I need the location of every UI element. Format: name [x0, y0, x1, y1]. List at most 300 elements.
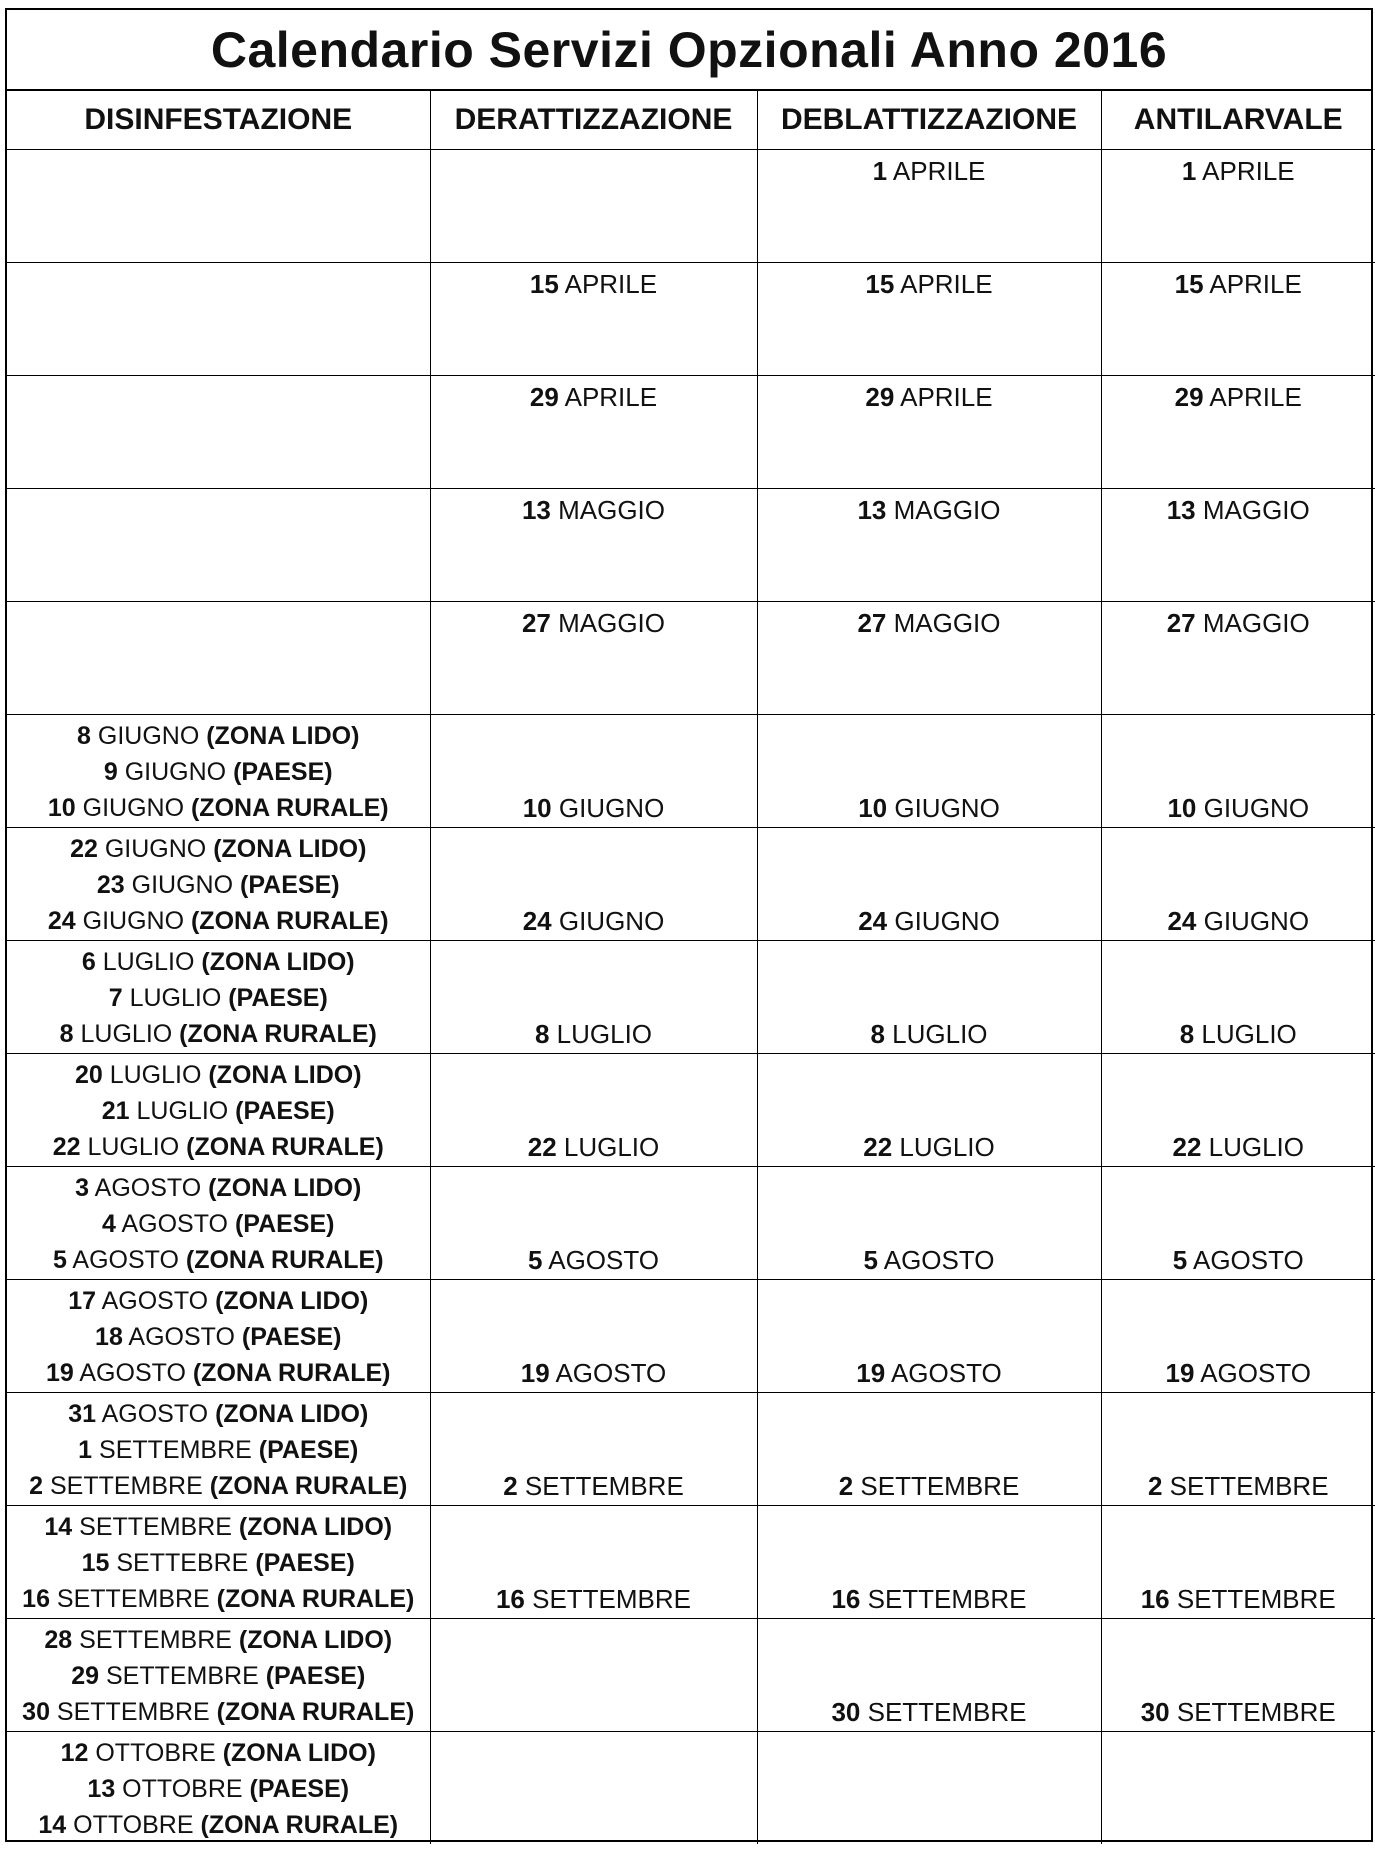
date-month: LUGLIO: [80, 1132, 187, 1161]
date-text: [831, 1584, 1026, 1614]
zone-label: (ZONA RURALE): [209, 1471, 408, 1500]
date-day: 18: [95, 1322, 123, 1351]
date-day: 1: [78, 1435, 93, 1464]
dis-stack: [7, 1167, 430, 1278]
date-month: LUGLIO: [102, 1060, 209, 1089]
date-month: SETTEBRE: [109, 1548, 256, 1577]
cell-derattizzazione: [430, 601, 757, 714]
date-day: 5: [1172, 1244, 1188, 1275]
dis-line: [7, 1581, 430, 1617]
date-month: SETTEMBRE: [49, 1697, 217, 1726]
dis-stack: [7, 1506, 430, 1617]
date-day: 16: [22, 1584, 50, 1613]
date-month: AGOSTO: [542, 1244, 660, 1275]
date-text: [1167, 495, 1310, 525]
date-day: 27: [1166, 607, 1196, 638]
cell-disinfestazione: [7, 714, 430, 827]
zone-label: (PAESE): [240, 870, 340, 899]
cell-derattizzazione: [430, 827, 757, 940]
date-month: MAGGIO: [550, 607, 666, 638]
date-day: 8: [534, 1018, 550, 1049]
table-row: [7, 601, 1375, 714]
table-row: [7, 1731, 1375, 1844]
zone-label: (PAESE): [258, 1435, 359, 1464]
date-month: LUGLIO: [549, 1018, 653, 1049]
cell-deblattizzazione: [757, 488, 1101, 601]
date-month: APRILE: [1203, 381, 1302, 412]
date-month: GIUGNO: [75, 906, 191, 935]
date-month: OTTOBRE: [115, 1774, 250, 1803]
cell-deblattizzazione: [757, 375, 1101, 488]
cell-derattizzazione: [430, 149, 757, 262]
cell-antilarvale: [1101, 488, 1375, 601]
date-day: 29: [529, 381, 559, 412]
date-month: LUGLIO: [73, 1019, 180, 1048]
date-month: MAGGIO: [886, 494, 1001, 525]
cell-deblattizzazione: [757, 1618, 1101, 1731]
dis-line: [7, 1771, 430, 1807]
date-day: 10: [47, 793, 76, 822]
dis-line: [7, 1129, 430, 1165]
date-day: 6: [81, 947, 96, 976]
date-month: LUGLIO: [892, 1131, 995, 1162]
date-text: [1175, 382, 1302, 412]
date-text: [1141, 1697, 1336, 1727]
cell-derattizzazione: [430, 940, 757, 1053]
date-month: OTTOBRE: [66, 1810, 201, 1839]
cell-deblattizzazione: [757, 1279, 1101, 1392]
date-day: 5: [527, 1244, 543, 1275]
dis-line: [7, 1509, 430, 1545]
date-day: 7: [108, 983, 123, 1012]
date-day: 2: [29, 1471, 44, 1500]
date-text: [1172, 1132, 1304, 1162]
table-row: [7, 1166, 1375, 1279]
date-day: 1: [1181, 155, 1197, 186]
date-text: [1182, 156, 1295, 186]
cell-disinfestazione: [7, 1731, 430, 1844]
dis-line: [7, 1170, 430, 1206]
zone-label: (ZONA LIDO): [238, 1512, 393, 1541]
date-day: 5: [863, 1244, 878, 1275]
header-disinfestazione: DISINFESTAZIONE: [7, 91, 430, 149]
zone-label: (PAESE): [249, 1774, 350, 1803]
date-month: GIUGNO: [124, 870, 241, 899]
date-day: 19: [1165, 1357, 1195, 1388]
date-month: SETTEMBRE: [99, 1661, 266, 1690]
date-day: 29: [1174, 381, 1204, 412]
dis-line: [7, 1057, 430, 1093]
date-month: MAGGIO: [1195, 494, 1310, 525]
date-month: AGOSTO: [122, 1322, 242, 1351]
date-day: 22: [52, 1132, 81, 1161]
table-row: [7, 827, 1375, 940]
header-derattizzazione: DERATTIZZAZIONE: [430, 91, 757, 149]
date-month: APRILE: [558, 268, 658, 299]
date-text: [857, 495, 1000, 525]
date-text: [1166, 1358, 1311, 1388]
date-day: 23: [96, 870, 125, 899]
cell-deblattizzazione: [757, 149, 1101, 262]
cell-antilarvale: [1101, 1505, 1375, 1618]
cell-antilarvale: [1101, 940, 1375, 1053]
cell-antilarvale: [1101, 601, 1375, 714]
table-row: [7, 940, 1375, 1053]
table-row: [7, 714, 1375, 827]
date-text: [1167, 906, 1309, 936]
date-month: SETTEMBRE: [1169, 1583, 1336, 1614]
zone-label: (ZONA LIDO): [206, 721, 360, 750]
dis-line: [7, 1807, 430, 1843]
zone-label: (ZONA RURALE): [186, 1132, 384, 1161]
cell-disinfestazione: [7, 1505, 430, 1618]
calendar-sheet: [5, 8, 1373, 1842]
zone-label: (PAESE): [255, 1548, 355, 1577]
cell-disinfestazione: [7, 1392, 430, 1505]
date-month: AGOSTO: [885, 1357, 1002, 1388]
date-month: GIUGNO: [1196, 905, 1310, 936]
date-month: GIUGNO: [117, 757, 234, 786]
cell-derattizzazione: [430, 714, 757, 827]
header-row: [7, 91, 1375, 149]
dis-line: [7, 1093, 430, 1129]
date-day: 16: [495, 1583, 525, 1614]
date-month: SETTEMBRE: [860, 1583, 1027, 1614]
cell-disinfestazione: [7, 601, 430, 714]
dis-line: [7, 903, 430, 939]
date-month: APRILE: [894, 268, 993, 299]
dis-stack: [7, 828, 430, 939]
date-month: APRILE: [887, 155, 986, 186]
dis-line: [7, 1319, 430, 1355]
zone-label: (ZONA RURALE): [190, 906, 389, 935]
date-text: [523, 793, 665, 823]
dis-line: [7, 790, 430, 826]
table-row: [7, 1618, 1375, 1731]
date-month: AGOSTO: [66, 1245, 186, 1274]
date-day: 30: [1140, 1696, 1170, 1727]
date-text: [496, 1584, 691, 1614]
dis-stack: [7, 941, 430, 1052]
cell-deblattizzazione: [757, 262, 1101, 375]
date-day: 16: [831, 1583, 861, 1614]
date-month: AGOSTO: [96, 1399, 216, 1428]
date-month: APRILE: [894, 381, 993, 412]
date-month: MAGGIO: [1195, 607, 1310, 638]
date-text: [530, 269, 657, 299]
cell-antilarvale: [1101, 262, 1375, 375]
dis-stack: [7, 1054, 430, 1165]
date-day: 15: [1174, 268, 1204, 299]
dis-line: [7, 1468, 430, 1504]
cell-disinfestazione: [7, 488, 430, 601]
date-month: LUGLIO: [884, 1018, 988, 1049]
cell-derattizzazione: [430, 375, 757, 488]
zone-label: (ZONA LIDO): [201, 947, 355, 976]
date-day: 2: [838, 1470, 854, 1501]
date-month: MAGGIO: [886, 607, 1001, 638]
schedule-table: [7, 91, 1375, 1844]
table-row: [7, 488, 1375, 601]
cell-disinfestazione: [7, 375, 430, 488]
table-row: [7, 1392, 1375, 1505]
date-month: MAGGIO: [550, 494, 666, 525]
date-day: 15: [529, 268, 559, 299]
date-text: [530, 382, 657, 412]
date-text: [1141, 1584, 1336, 1614]
date-month: AGOSTO: [73, 1358, 193, 1387]
date-day: 10: [1167, 792, 1197, 823]
date-day: 5: [52, 1245, 67, 1274]
date-month: APRILE: [558, 381, 658, 412]
date-text: [1173, 1245, 1304, 1275]
date-text: [858, 793, 1000, 823]
zone-label: (ZONA LIDO): [215, 1399, 369, 1428]
date-text: [503, 1471, 684, 1501]
cell-antilarvale: [1101, 1166, 1375, 1279]
zone-label: (ZONA LIDO): [213, 834, 367, 863]
date-day: 13: [857, 494, 887, 525]
cell-deblattizzazione: [757, 1053, 1101, 1166]
cell-disinfestazione: [7, 262, 430, 375]
date-text: [863, 1132, 995, 1162]
cell-disinfestazione: [7, 827, 430, 940]
cell-derattizzazione: [430, 488, 757, 601]
date-text: [535, 1019, 652, 1049]
date-text: [865, 269, 992, 299]
date-month: LUGLIO: [122, 983, 229, 1012]
cell-disinfestazione: [7, 1053, 430, 1166]
date-day: 15: [865, 268, 895, 299]
date-month: AGOSTO: [549, 1357, 667, 1388]
cell-disinfestazione: [7, 149, 430, 262]
date-month: GIUGNO: [551, 905, 665, 936]
dis-stack: [7, 1393, 430, 1504]
dis-line: [7, 831, 430, 867]
zone-label: (PAESE): [233, 757, 333, 786]
zone-label: (ZONA RURALE): [200, 1810, 399, 1839]
dis-line: [7, 944, 430, 980]
date-day: 14: [44, 1512, 73, 1541]
cell-antilarvale: [1101, 1731, 1375, 1844]
date-month: AGOSTO: [89, 1173, 209, 1202]
date-month: GIUGNO: [887, 905, 1000, 936]
date-day: 24: [1167, 905, 1197, 936]
zone-label: (ZONA RURALE): [192, 1358, 391, 1387]
date-day: 28: [44, 1625, 73, 1654]
date-day: 15: [81, 1548, 110, 1577]
date-text: [865, 382, 992, 412]
date-day: 13: [87, 1774, 116, 1803]
schedule-body: [7, 149, 1375, 1844]
date-month: SETTEMBRE: [853, 1470, 1020, 1501]
date-day: 4: [102, 1209, 116, 1238]
cell-derattizzazione: [430, 1279, 757, 1392]
zone-label: (ZONA LIDO): [208, 1173, 362, 1202]
dis-line: [7, 1658, 430, 1694]
date-month: AGOSTO: [1194, 1357, 1311, 1388]
date-month: AGOSTO: [877, 1244, 995, 1275]
date-text: [1175, 269, 1302, 299]
date-month: LUGLIO: [556, 1131, 660, 1162]
cell-antilarvale: [1101, 714, 1375, 827]
dis-line: [7, 867, 430, 903]
date-day: 14: [38, 1810, 67, 1839]
date-month: SETTEMBRE: [43, 1471, 210, 1500]
dis-line: [7, 754, 430, 790]
date-day: 29: [865, 381, 895, 412]
date-day: 30: [831, 1696, 861, 1727]
dis-stack: [7, 1619, 430, 1730]
date-text: [521, 1358, 666, 1388]
cell-derattizzazione: [430, 1392, 757, 1505]
date-month: LUGLIO: [95, 947, 202, 976]
dis-line: [7, 1396, 430, 1432]
cell-deblattizzazione: [757, 601, 1101, 714]
cell-derattizzazione: [430, 1731, 757, 1844]
date-month: AGOSTO: [96, 1286, 216, 1315]
date-month: SETTEMBRE: [517, 1470, 684, 1501]
cell-deblattizzazione: [757, 1166, 1101, 1279]
cell-antilarvale: [1101, 149, 1375, 262]
date-text: [522, 495, 665, 525]
header-antilarvale: ANTILARVALE: [1101, 91, 1375, 149]
date-text: [870, 1019, 987, 1049]
dis-line: [7, 1622, 430, 1658]
date-day: 22: [527, 1131, 557, 1162]
date-month: LUGLIO: [1194, 1018, 1297, 1049]
table-row: [7, 149, 1375, 262]
dis-line: [7, 1242, 430, 1278]
date-day: 10: [522, 792, 552, 823]
date-text: [839, 1471, 1020, 1501]
cell-antilarvale: [1101, 1392, 1375, 1505]
date-month: SETTEMBRE: [92, 1435, 259, 1464]
date-text: [1167, 608, 1310, 638]
dis-line: [7, 1355, 430, 1391]
date-day: 12: [60, 1738, 89, 1767]
dis-line: [7, 1735, 430, 1771]
date-day: 30: [22, 1697, 50, 1726]
zone-label: (PAESE): [265, 1661, 366, 1690]
date-month: GIUGNO: [887, 792, 1000, 823]
cell-antilarvale: [1101, 1053, 1375, 1166]
date-day: 21: [101, 1096, 130, 1125]
date-month: AGOSTO: [1187, 1244, 1304, 1275]
cell-antilarvale: [1101, 1279, 1375, 1392]
date-text: [831, 1697, 1026, 1727]
date-text: [1148, 1471, 1329, 1501]
date-month: GIUGNO: [97, 834, 214, 863]
dis-stack: [7, 1280, 430, 1391]
date-day: 2: [503, 1470, 518, 1501]
cell-derattizzazione: [430, 1166, 757, 1279]
date-text: [1180, 1019, 1297, 1049]
table-row: [7, 1279, 1375, 1392]
dis-line: [7, 1206, 430, 1242]
date-day: 24: [522, 905, 552, 936]
dis-line: [7, 1016, 430, 1052]
date-day: 19: [520, 1357, 550, 1388]
zone-label: (PAESE): [228, 983, 328, 1012]
date-day: 22: [70, 834, 98, 863]
zone-label: (ZONA RURALE): [216, 1584, 415, 1613]
date-text: [857, 608, 1000, 638]
date-month: APRILE: [1196, 155, 1295, 186]
date-month: LUGLIO: [1201, 1131, 1304, 1162]
date-month: GIUGNO: [75, 793, 191, 822]
date-day: 8: [77, 721, 91, 750]
cell-disinfestazione: [7, 1618, 430, 1731]
dis-line: [7, 1694, 430, 1730]
date-month: GIUGNO: [90, 721, 207, 750]
table-row: [7, 375, 1375, 488]
date-text: [523, 906, 665, 936]
dis-stack: [7, 1732, 430, 1843]
zone-label: (PAESE): [235, 1096, 335, 1125]
zone-label: (ZONA RURALE): [185, 1245, 384, 1274]
date-month: SETTEMBRE: [1162, 1470, 1329, 1501]
date-text: [522, 608, 665, 638]
date-day: 31: [68, 1399, 97, 1428]
zone-label: (ZONA RURALE): [190, 793, 389, 822]
dis-stack: [7, 715, 430, 826]
date-text: [863, 1245, 994, 1275]
date-month: SETTEMBRE: [860, 1696, 1027, 1727]
cell-deblattizzazione: [757, 1392, 1101, 1505]
date-day: 29: [71, 1661, 100, 1690]
date-day: 13: [521, 494, 551, 525]
date-month: SETTEMBRE: [72, 1512, 239, 1541]
cell-deblattizzazione: [757, 714, 1101, 827]
cell-antilarvale: [1101, 1618, 1375, 1731]
cell-derattizzazione: [430, 262, 757, 375]
date-day: 13: [1166, 494, 1196, 525]
date-day: 22: [1172, 1131, 1202, 1162]
date-day: 1: [872, 155, 888, 186]
dis-line: [7, 1432, 430, 1468]
date-month: SETTEMBRE: [524, 1583, 692, 1614]
cell-disinfestazione: [7, 940, 430, 1053]
dis-line: [7, 1283, 430, 1319]
date-day: 17: [68, 1286, 97, 1315]
header-deblattizzazione: DEBLATTIZZAZIONE: [757, 91, 1101, 149]
date-month: SETTEMBRE: [49, 1584, 217, 1613]
cell-derattizzazione: [430, 1618, 757, 1731]
date-text: [858, 906, 1000, 936]
cell-disinfestazione: [7, 1166, 430, 1279]
date-month: SETTEMBRE: [72, 1625, 239, 1654]
cell-derattizzazione: [430, 1053, 757, 1166]
date-month: APRILE: [1203, 268, 1302, 299]
date-text: [1167, 793, 1309, 823]
date-day: 9: [103, 757, 118, 786]
date-text: [528, 1132, 660, 1162]
date-month: OTTOBRE: [88, 1738, 223, 1767]
cell-antilarvale: [1101, 827, 1375, 940]
zone-label: (ZONA LIDO): [222, 1738, 376, 1767]
date-month: LUGLIO: [129, 1096, 236, 1125]
table-row: [7, 1505, 1375, 1618]
date-day: 10: [858, 792, 888, 823]
date-month: AGOSTO: [115, 1209, 235, 1238]
dis-line: [7, 1545, 430, 1581]
date-day: 8: [1179, 1018, 1195, 1049]
cell-deblattizzazione: [757, 940, 1101, 1053]
zone-label: (ZONA LIDO): [238, 1625, 393, 1654]
date-text: [856, 1358, 1001, 1388]
zone-label: (ZONA RURALE): [216, 1697, 415, 1726]
